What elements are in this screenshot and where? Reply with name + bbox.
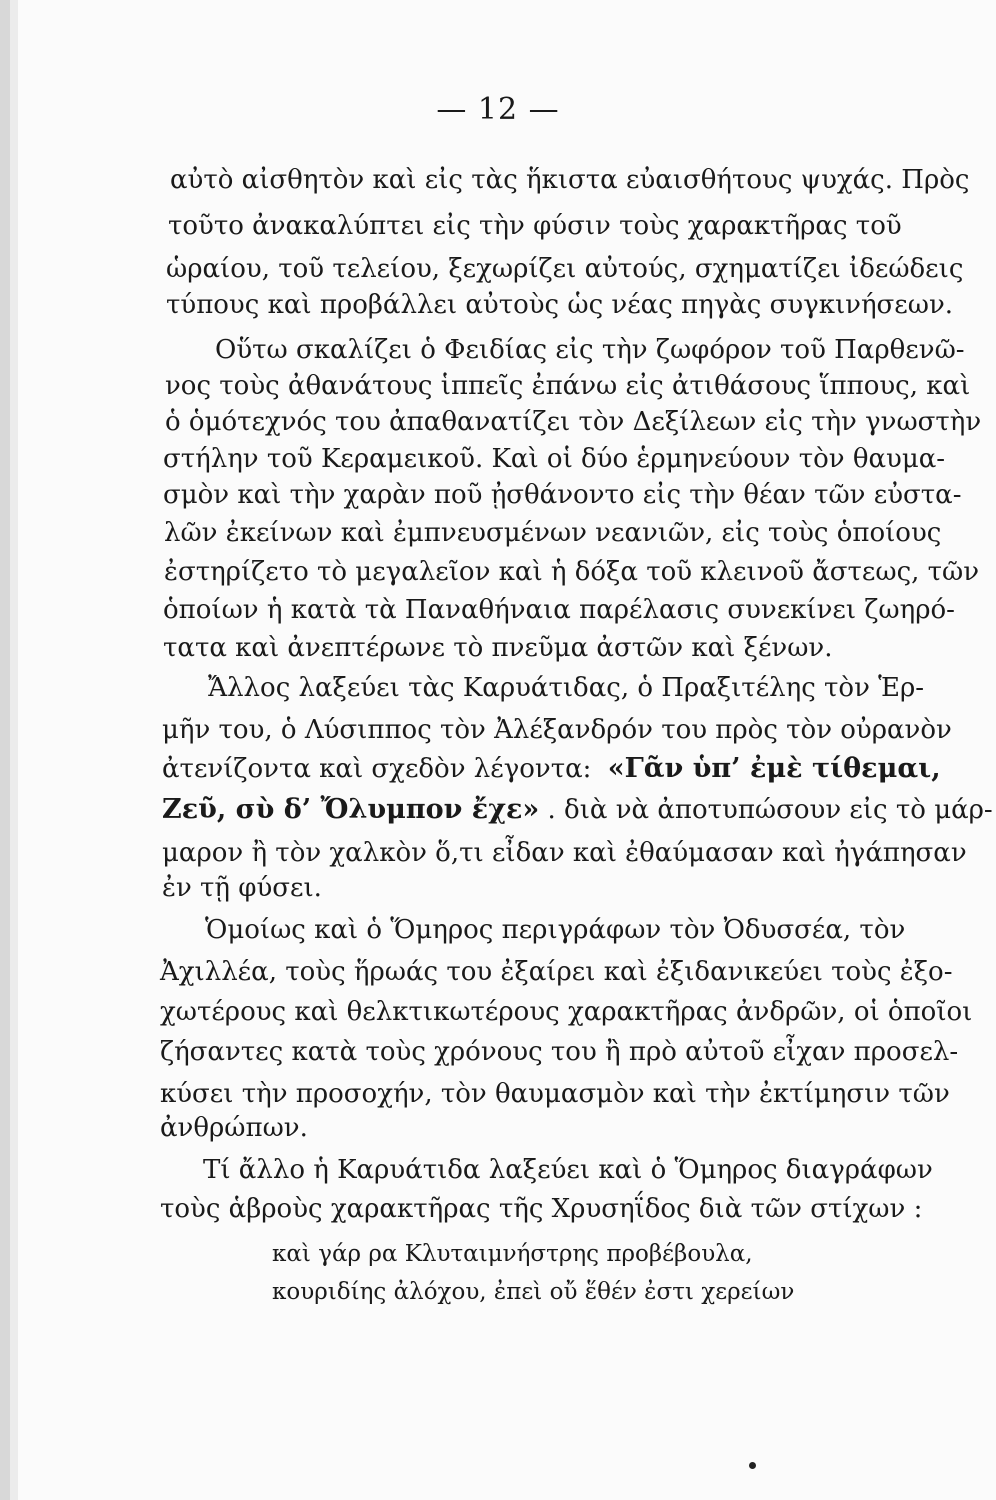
text-line-22: χωτέρους καὶ θελκτικωτέρους χαρακτῆρας ἀνδρῶν, οἱ ὁποῖοι xyxy=(160,997,973,1027)
quote-bold-part-2: Ζεῦ, σὺ δ’ Ὄλυμπον ἔχε» xyxy=(162,794,540,825)
binding-gutter-edge xyxy=(10,0,18,1500)
text-line-13: τατα καὶ ἀνεπτέρωνε τὸ πνεῦμα ἀστῶν καὶ ξένων. xyxy=(163,633,833,663)
text-line-11: ἐστηρίζετο τὸ μεγαλεῖον καὶ ἡ δόξα τοῦ κλεινοῦ ἄστεως, τῶν xyxy=(164,557,980,587)
text-line-27: τοὺς ἁβροὺς χαρακτῆρας τῆς Χρυσηΐδος διὰ τῶν στίχων : xyxy=(160,1194,923,1224)
text-line-9: σμὸν καὶ τὴν χαρὰν ποῦ ᾐσθάνοντο εἰς τὴν θέαν τῶν εὐστα- xyxy=(163,480,962,510)
quote-bold-part-1: «Γᾶν ὑπ’ ἐμὲ τίθεμαι, xyxy=(607,753,941,784)
text-line-1: αὐτὸ αἰσθητὸν καὶ εἰς τὰς ἥκιστα εὐαισθήτους ψυχάς. Πρὸς xyxy=(170,165,970,195)
text-line-12: ὁποίων ἡ κατὰ τὰ Παναθήναια παρέλασις συνεκίνει ζωηρό- xyxy=(163,595,955,625)
page-number: — 12 — xyxy=(436,92,560,127)
text-line-6: νος τοὺς ἀθανάτους ἱππεῖς ἐπάνω εἰς ἀτιθάσους ἵππους, καὶ xyxy=(165,371,971,401)
verse-line-2: κουριδίης ἀλόχου, ἐπεὶ οὔ ἕθέν ἐστι χερείων xyxy=(272,1279,795,1305)
text-line-25: ἀνθρώπων. xyxy=(160,1113,308,1143)
text-line-19: ἐν τῇ φύσει. xyxy=(162,873,322,903)
text-line-20: Ὁμοίως καὶ ὁ Ὅμηρος περιγράφων τὸν Ὀδυσσέα, τὸν xyxy=(205,915,906,945)
text-line-5: Οὕτω σκαλίζει ὁ Φειδίας εἰς τὴν ζωφόρον τοῦ Παρθενῶ- xyxy=(215,335,965,365)
text-line-24: κύσει τὴν προσοχήν, τὸν θαυμασμὸν καὶ τὴν ἐκτίμησιν τῶν xyxy=(160,1079,950,1109)
text-line-21: Ἀχιλλέα, τοὺς ἥρωάς του ἐξαίρει καὶ ἐξιδανικεύει τοὺς ἐξο- xyxy=(160,957,953,987)
text-line-26: Τί ἄλλο ἡ Καρυάτιδα λαξεύει καὶ ὁ Ὅμηρος διαγράφων xyxy=(203,1155,933,1185)
text-line-16 xyxy=(162,752,941,786)
text-line-8: στήλην τοῦ Κεραμεικοῦ. Καὶ οἱ δύο ἑρμηνεύουν τὸν θαυμα- xyxy=(163,444,946,474)
text-line-18: μαρον ἢ τὸν χαλκὸν ὅ,τι εἶδαν καὶ ἐθαύμασαν καὶ ἠγάπησαν xyxy=(162,838,967,868)
text-line-16-start: ἀτενίζοντα καὶ σχεδὸν λέγοντα: xyxy=(162,754,592,784)
binding-gutter-shadow xyxy=(0,0,10,1500)
text-line-17 xyxy=(162,793,993,827)
text-line-4: τύπους καὶ προβάλλει αὐτοὺς ὡς νέας πηγὰς συγκινήσεων. xyxy=(166,290,954,320)
text-line-3: ὡραίου, τοῦ τελείου, ξεχωρίζει αὐτούς, σχηματίζει ἰδεώδεις xyxy=(166,254,964,284)
ink-speck xyxy=(749,1462,756,1469)
text-line-15: μῆν του, ὁ Λύσιππος τὸν Ἀλέξανδρόν του πρὸς τὸν οὐρανὸν xyxy=(162,715,952,745)
text-line-23: ζήσαντες κατὰ τοὺς χρόνους του ἢ πρὸ αὐτοῦ εἶχαν προσελ- xyxy=(160,1037,959,1067)
text-line-17-end: . διὰ νὰ ἀποτυπώσουν εἰς τὸ μάρ- xyxy=(547,795,993,825)
text-line-2: τοῦτο ἀνακαλύπτει εἰς τὴν φύσιν τοὺς χαρακτῆρας τοῦ xyxy=(168,211,902,241)
text-line-7: ὁ ὁμότεχνός του ἀπαθανατίζει τὸν Δεξίλεων εἰς τὴν γνωστὴν xyxy=(165,407,982,437)
verse-line-1: καὶ γάρ ρα Κλυταιμνήστρης προβέβουλα, xyxy=(272,1241,753,1267)
text-line-14: Ἄλλος λαξεύει τὰς Καρυάτιδας, ὁ Πραξιτέλης τὸν Ἑρ- xyxy=(208,673,925,703)
text-line-10: λῶν ἐκείνων καὶ ἐμπνευσμένων νεανιῶν, εἰς τοὺς ὁποίους xyxy=(164,518,942,548)
